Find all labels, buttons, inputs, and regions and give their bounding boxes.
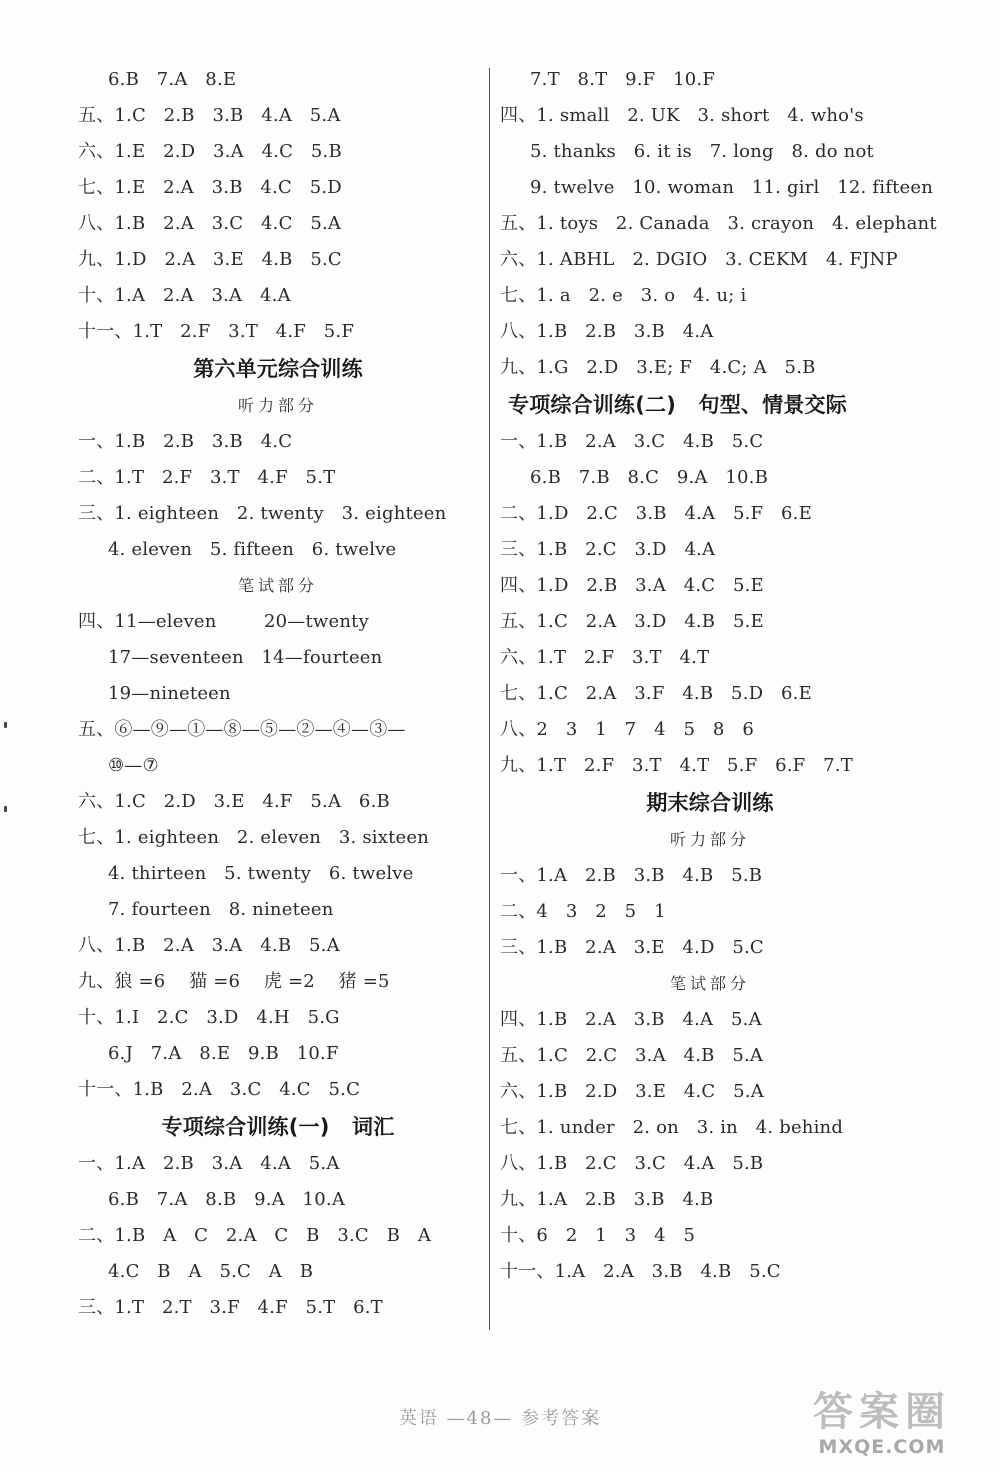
answer-line-continued: 19—nineteen <box>108 683 231 704</box>
answer-line-continued: 7. fourteen 8. nineteen <box>108 899 334 920</box>
answer-line: 十、1.I 2.C 3.D 4.H 5.G <box>78 1007 340 1028</box>
answer-line: 一、1.A 2.B 3.B 4.B 5.B <box>500 865 763 886</box>
answer-line: 十、1.A 2.A 3.A 4.A <box>78 285 291 306</box>
answer-line: 四、1. small 2. UK 3. short 4. who's <box>500 105 864 126</box>
answer-line-continued: 6.B 7.B 8.C 9.A 10.B <box>530 467 769 488</box>
answer-line: 五、1.C 2.A 3.D 4.B 5.E <box>500 611 764 632</box>
left-column <box>78 62 478 1326</box>
answer-line: 六、1.C 2.D 3.E 4.F 5.A 6.B <box>78 791 390 812</box>
answer-line: 五、⑥—⑨—①—⑧—⑤—②—④—③— <box>78 719 406 740</box>
watermark-logo <box>782 1388 982 1466</box>
answer-line: 四、11—eleven 20—twenty <box>78 611 369 632</box>
answer-line-continued: 6.J 7.A 8.E 9.B 10.F <box>108 1043 339 1064</box>
answer-line-continued: 4.C B A 5.C A B <box>108 1261 314 1282</box>
answer-line: 二、1.T 2.F 3.T 4.F 5.T <box>78 467 336 488</box>
subsection-heading: 听力部分 <box>669 830 750 849</box>
section-heading: 专项综合训练(一) 词汇 <box>161 1115 395 1139</box>
answer-line: 三、1.T 2.T 3.F 4.F 5.T 6.T <box>78 1297 383 1318</box>
answer-line: 七、1.E 2.A 3.B 4.C 5.D <box>78 177 342 198</box>
answer-line: 四、1.D 2.B 3.A 4.C 5.E <box>500 575 764 596</box>
answer-line-continued: 4. thirteen 5. twenty 6. twelve <box>108 863 414 884</box>
answer-line: 七、1. a 2. e 3. o 4. u; i <box>500 285 747 306</box>
answer-line: 五、1.C 2.C 3.A 4.B 5.A <box>500 1045 764 1066</box>
answer-line-continued: 17—seventeen 14—fourteen <box>108 647 383 668</box>
answer-line: 八、2 3 1 7 4 5 8 6 <box>500 719 754 740</box>
answer-line-continued: 5. thanks 6. it is 7. long 8. do not <box>530 141 874 162</box>
page-footer: 英语 —48— 参考答案 <box>398 1408 602 1429</box>
watermark-logo-text: 答案圈 <box>813 1389 951 1435</box>
answer-line-continued: 4. eleven 5. fifteen 6. twelve <box>108 539 397 560</box>
answer-line: 五、1.C 2.B 3.B 4.A 5.A <box>78 105 341 126</box>
answer-line-continued: 6.B 7.A 8.B 9.A 10.A <box>108 1189 346 1210</box>
answer-line: 十一、1.A 2.A 3.B 4.B 5.C <box>500 1261 781 1282</box>
answer-line: 十一、1.T 2.F 3.T 4.F 5.F <box>78 321 355 342</box>
answer-line: 二、1.D 2.C 3.B 4.A 5.F 6.E <box>500 503 812 524</box>
answer-line: 八、1.B 2.A 3.C 4.C 5.A <box>78 213 342 234</box>
section-heading: 期末综合训练 <box>646 791 774 815</box>
answer-line: 八、1.B 2.B 3.B 4.A <box>500 321 714 342</box>
answer-line: 二、4 3 2 5 1 <box>500 901 666 922</box>
watermark-url: MXQE.COM <box>818 1436 946 1458</box>
answer-line: 八、1.B 2.A 3.A 4.B 5.A <box>78 935 340 956</box>
answer-line: 四、1.B 2.A 3.B 4.A 5.A <box>500 1009 762 1030</box>
section-heading: 专项综合训练(二) 句型、情景交际 <box>508 393 847 417</box>
answer-line: 三、1.B 2.A 3.E 4.D 5.C <box>500 937 764 958</box>
answer-line: 一、1.A 2.B 3.A 4.A 5.A <box>78 1153 340 1174</box>
answer-line: 七、1. eighteen 2. eleven 3. sixteen <box>78 827 430 848</box>
scan-mark <box>4 806 7 812</box>
answer-line: 六、1.E 2.D 3.A 4.C 5.B <box>78 141 342 162</box>
answer-line-continued: 7.T 8.T 9.F 10.F <box>530 69 716 90</box>
answer-line: 三、1.B 2.C 3.D 4.A <box>500 539 716 560</box>
column-divider <box>489 68 490 1330</box>
answer-line: 十、6 2 1 3 4 5 <box>500 1225 696 1246</box>
answer-line: 七、1.C 2.A 3.F 4.B 5.D 6.E <box>500 683 812 704</box>
answer-line: 九、1.A 2.B 3.B 4.B <box>500 1189 714 1210</box>
answer-line-continued: ⑩—⑦ <box>108 755 159 776</box>
subsection-heading: 笔试部分 <box>669 974 750 993</box>
answer-line: 八、1.B 2.C 3.C 4.A 5.B <box>500 1153 764 1174</box>
answer-line: 九、狼 =6 猫 =6 虎 =2 猪 =5 <box>78 971 390 992</box>
answer-line: 三、1. eighteen 2. twenty 3. eighteen <box>78 503 447 524</box>
answer-line: 九、1.D 2.A 3.E 4.B 5.C <box>78 249 342 270</box>
answer-line-continued: 9. twelve 10. woman 11. girl 12. fifteen <box>530 177 933 198</box>
answer-line-continued: 6.B 7.A 8.E <box>108 69 237 90</box>
answer-line: 六、1.B 2.D 3.E 4.C 5.A <box>500 1081 764 1102</box>
scan-mark <box>4 722 7 728</box>
answer-line: 六、1.T 2.F 3.T 4.T <box>500 647 710 668</box>
subsection-heading: 听力部分 <box>237 396 318 415</box>
answer-line: 十一、1.B 2.A 3.C 4.C 5.C <box>78 1079 361 1100</box>
answer-line: 九、1.G 2.D 3.E; F 4.C; A 5.B <box>500 357 816 378</box>
answer-line: 六、1. ABHL 2. DGIO 3. CEKM 4. FJNP <box>500 249 898 270</box>
answer-line: 九、1.T 2.F 3.T 4.T 5.F 6.F 7.T <box>500 755 853 776</box>
answer-line: 一、1.B 2.B 3.B 4.C <box>78 431 293 452</box>
section-heading: 第六单元综合训练 <box>193 357 363 381</box>
subsection-heading: 笔试部分 <box>237 576 318 595</box>
answer-line: 二、1.B A C 2.A C B 3.C B A <box>78 1225 432 1246</box>
answer-line: 七、1. under 2. on 3. in 4. behind <box>500 1117 844 1138</box>
answer-line: 五、1. toys 2. Canada 3. crayon 4. elephant <box>500 213 937 234</box>
right-column <box>500 62 937 1290</box>
answer-line: 一、1.B 2.A 3.C 4.B 5.C <box>500 431 764 452</box>
